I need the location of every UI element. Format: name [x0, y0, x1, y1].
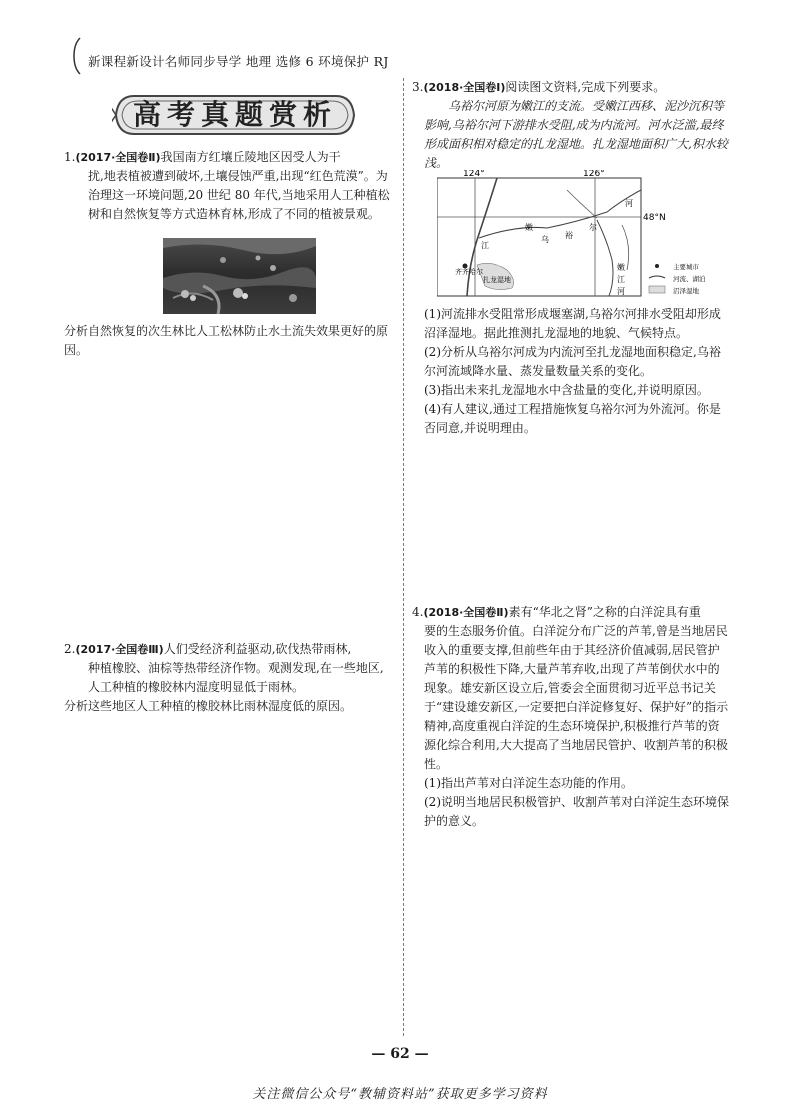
legend-item: 主要城市: [673, 263, 699, 271]
question-text-line1: 人们受经济利益驱动,砍伐热带雨林,: [163, 642, 352, 656]
map-river-char: 裕: [565, 231, 573, 240]
sub-question: (2)分析从乌裕尔河成为内流河至扎龙湿地面积稳定,乌裕尔河流域降水量、蒸发量数量关系的变化。: [424, 345, 721, 378]
sub-question: (3)指出未来扎龙湿地水中含盐量的变化,并说明原因。: [424, 383, 709, 397]
banner-title: 高考真题赏析: [132, 98, 337, 131]
question-source: (2017·全国卷Ⅱ): [75, 151, 161, 164]
question-number: 3.: [412, 80, 424, 94]
map-river-char: 江: [481, 241, 489, 250]
sub-question: (4)有人建议,通过工程措施恢复乌裕尔河为外流河。你是否同意,并说明理由。: [424, 402, 721, 435]
footer-note: 关注微信公众号“教辅资料站”获取更多学习资料: [252, 1087, 548, 1102]
map-river-char: 嫩: [525, 223, 533, 232]
question-text: 要的生态服务价值。白洋淀分布广泛的芦苇,曾是当地居民收入的重要支撑,但前些年由于其经济价值减弱,居民管护芦苇的积极性下降,大量芦苇弃收,出现了芦苇倒伏水中的现象。雄安新区设立后,管委会全面贯彻习近平总书记关于“建设雄安新区,一定要把白洋淀修复好、保护好”的指示精神,高度重视白洋淀的生态环境保护,积极推行芦苇的资源化综合利用,大大提高了当地居民管护、收割芦苇的积极性。: [424, 624, 729, 771]
map-river-char: 乌: [541, 235, 549, 244]
question-4: [412, 603, 730, 831]
question-prompt: 分析这些地区人工种植的橡胶林比雨林湿度低的原因。: [64, 699, 353, 713]
question-passage: 乌裕尔河原为嫩江的支流。受嫩江西移、泥沙沉积等影响,乌裕尔河下游排水受阻,成为内流河。河水泛滥,最终形成面积相对稳定的扎龙湿地。扎龙湿地面积广大,积水较浅。: [424, 99, 728, 170]
map-river-char: 嫩: [617, 263, 625, 272]
sub-question: (2)说明当地居民积极管护、收割芦苇对白洋淀生态环境保护的意义。: [424, 795, 730, 828]
question-text: 扰,地表植被遭到破坏,土壤侵蚀严重,出现“红色荒漠”。为治理这一环境问题,20 世纪 80 年代,当地采用人工种植松树和自然恢复等方式造林育林,形成了不同的植被景观。: [88, 169, 390, 221]
running-header: 新课程新设计名师同步导学 地理 选修 6 环境保护 RJ: [88, 54, 389, 69]
question-text-line1: 素有“华北之肾”之称的白洋淀具有重: [508, 605, 701, 619]
map-river-char: 河: [617, 287, 625, 296]
legend-item: 河流、湖泊: [673, 275, 706, 283]
legend-item: 沼泽湿地: [673, 287, 699, 295]
question-prompt: 分析自然恢复的次生林比人工松林防止水土流失效果更好的原因。: [64, 324, 389, 357]
question-text-line1: 我国南方红壤丘陵地区因受人为干: [160, 150, 341, 164]
legend-river-icon: [649, 276, 665, 278]
question-number: 1.: [64, 150, 76, 164]
question-1-prompt: [64, 322, 391, 360]
longitude-label-126: 126°: [583, 170, 605, 179]
sub-question: (1)河流排水受阻常形成堰塞湖,乌裕尔河排水受阻却形成沼泽湿地。据此推测扎龙湿地的地貌、气候特点。: [424, 307, 721, 340]
question-3: [412, 78, 730, 173]
sub-question: (1)指出芦苇对白洋淀生态功能的作用。: [424, 776, 633, 790]
map-river-char: 江: [617, 275, 625, 284]
question-source: (2018·全国卷Ⅰ): [423, 81, 506, 94]
question-text-line1: 阅读图文资料,完成下列要求。: [505, 80, 666, 94]
map-river-char: 河: [625, 199, 633, 208]
page-number: — 62 —: [371, 1046, 429, 1062]
map-city-label: 齐齐哈尔: [455, 268, 483, 276]
zhalong-wetland-map: [437, 170, 717, 302]
column-divider: [403, 78, 404, 1036]
question-2: [64, 640, 391, 716]
question-1: [64, 148, 391, 224]
longitude-label-124: 124°: [463, 170, 485, 179]
header-bracket-decoration: [68, 36, 82, 76]
vegetation-photo: [163, 238, 316, 314]
latitude-label-48n: 48°N: [643, 213, 666, 223]
question-text: 种植橡胶、油棕等热带经济作物。观测发现,在一些地区,人工种植的橡胶林内湿度明显低于雨林。: [88, 661, 384, 694]
question-source: (2018·全国卷Ⅱ): [423, 606, 509, 619]
question-3-items: [412, 305, 730, 438]
question-source: (2017·全国卷Ⅲ): [75, 643, 164, 656]
legend-wetland-icon: [649, 286, 665, 293]
question-number: 2.: [64, 642, 76, 656]
section-banner: [112, 92, 358, 138]
question-number: 4.: [412, 605, 424, 619]
legend-city-icon: [655, 264, 659, 268]
map-river-char: 尔: [589, 223, 597, 232]
map-wetland-label: 扎龙湿地: [483, 276, 511, 284]
